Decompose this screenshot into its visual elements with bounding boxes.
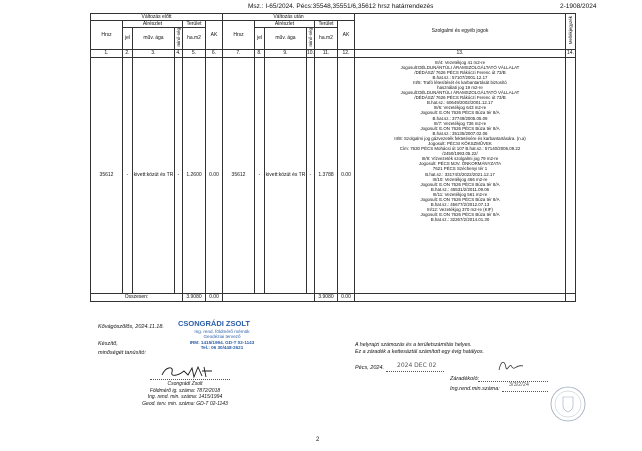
subparcel-before-header: Alrészlet (123, 21, 183, 28)
ing-rend-label: Ing.rend.min.száma: (450, 386, 500, 392)
quality-before-header: minő-ség (175, 28, 183, 50)
rights-line: használati jog 19 m2-re (437, 84, 483, 90)
mellek-header: Mellékjegyzék (566, 14, 576, 50)
ing-rend-handwritten: 3/3/2/24 (509, 382, 529, 388)
ak-before-header: AK (206, 21, 223, 50)
rights-cell (355, 57, 566, 293)
rights-line: III/4: Vezetékjog 41 m2-re (434, 59, 486, 65)
rights-line: Jogosult: E.ON 7626 PÉCS Búza tér 8/A (420, 181, 500, 187)
total-after-spacer (223, 293, 315, 301)
stamp-line: IRM: 1415/1994. GD-T 02-1143 (189, 339, 255, 345)
validation-note (355, 342, 484, 355)
mellek-cell (566, 57, 576, 293)
signature-line (150, 379, 230, 380)
group-before-header: Változás előtt (91, 14, 223, 21)
hrsz-before: 35612 (91, 57, 123, 293)
rights-line: Jogosult: E.ON 7626 PÉCS Búza tér 8/A (420, 110, 500, 116)
rights-line: III/12: Vezetékjog 370 m2-re (KIF) (427, 207, 493, 213)
approver-signature (497, 358, 525, 374)
col-number: 7. (223, 49, 255, 57)
col-number: 3. (133, 49, 175, 57)
total-label: Összesen: (91, 293, 183, 301)
rights-line: Jogosult: PÉCS MJV. ÖNKORMÁNYZATA (418, 161, 502, 167)
jel-after: - (255, 57, 265, 293)
column-number-row (91, 49, 576, 57)
total-mellek-spacer (566, 293, 576, 301)
rights-line: Cím: 7630 PÉCS Mohácsi út 107 B.hat.sz.: 57140/2006.09.22 (399, 146, 521, 152)
rights-line: /2450/1993.05.22/ (442, 151, 478, 157)
signer-line: Földmérő ig. száma: 7872/2018 (149, 387, 221, 394)
rights-line: III/8: Szolgalmi jog gázvezeték fektetésére és karbantartására. (n.a) (394, 135, 526, 141)
area-after-header: Terület (315, 21, 338, 28)
stamp-line: Tel.: 06 30/448-2621 (200, 345, 244, 351)
signer-block (130, 381, 240, 407)
col-number: 11. (315, 49, 338, 57)
ing-rend-line (502, 391, 548, 392)
group-after-header: Változás után (223, 14, 355, 21)
rights-line: 7621 PÉCS Széchenyi tér 1 (432, 166, 488, 172)
rights-line: Jogosult:DÉLDUNÁNTÚLI ÁRAMSZOLGÁLTATÓ VÁLLALAT (400, 90, 520, 96)
rights-line: B.hat.sz.: 45531/2/2011.09.06 (430, 186, 490, 192)
quality-before: - (175, 57, 183, 293)
quality-after-header: minő-ség (307, 28, 315, 50)
rights-line: /DÉDÁSZ/ 7626 PÉCS Rákóczi Ferenc út 73/B (414, 95, 506, 101)
hrsz-after-header: Hrsz (223, 21, 255, 50)
signer-line: Geod. terv. min. száma: GD-T 02-1143 (142, 400, 228, 407)
col-number: 12. (338, 49, 355, 57)
col-number: 4. (176, 50, 181, 57)
signer-line: Ing. rend. min. száma: 1415/1994 (147, 394, 223, 400)
signer-name: Csongrádi Zsolt (167, 381, 203, 387)
official-seal-icon (548, 384, 588, 424)
col-number: 10. (307, 50, 314, 57)
area-before-header: Terület (183, 21, 206, 28)
rights-line: III/10: Vezetékjog 466 m2-re (432, 176, 488, 182)
rights-line: Jogosult: PÉCSI KÖKSZMŰVEK (428, 141, 492, 147)
rights-line: B.hat.sz.: 33174/3/2022/2021.12.17 (425, 171, 495, 177)
hrsz-after: 35612 (223, 57, 255, 293)
ha-before-header: ha.m2 (183, 28, 206, 50)
muv-before: kivett:közút és TR (133, 57, 175, 293)
rights-line: Jogosult: E.ON 7626 PÉCS Búza tér 8/A (420, 212, 500, 218)
total-before-ak: 0.00 (206, 293, 223, 301)
stamp-details (182, 329, 262, 351)
ak-before: 0.00 (206, 57, 223, 293)
zaradekolo-label: Záradékoló: (450, 376, 480, 382)
muv-after: kivett:közút és TR (265, 57, 307, 293)
area-after: 1.3788 (315, 57, 338, 293)
rights-line: B.hat.sz.: 35135/2007.02.06 (432, 130, 488, 136)
rights-line: III/6: Vezetékjog 643 m2-re (433, 105, 487, 111)
total-row (91, 293, 576, 301)
date-place: Kővágószőlős, 2024.11.18. (98, 324, 164, 330)
parcel-change-table (90, 13, 576, 302)
jel-before: - (123, 57, 133, 293)
date-line (386, 371, 444, 372)
col-number: 6. (206, 49, 223, 57)
col-number: 2. (123, 49, 133, 57)
area-before: 1.2600 (183, 57, 206, 293)
rights-line: Jogosult: E.ON 7626 PÉCS Búza tér 8/A (420, 197, 500, 203)
made-by-label: Készítő, (98, 341, 118, 347)
ha-after-header: ha.m2 (315, 28, 338, 50)
stamp-line: Ing. rend. földmérő mérnök (194, 329, 250, 334)
quality-certifier-label: minőségét tanúsító: (98, 350, 147, 356)
note-line: A helyrajzi számozás és a területszámítás helyes. (355, 342, 472, 348)
rights-line: III/9: Vízvezeték szolgalmi jog 79 m2-re (421, 156, 499, 162)
rights-line: B.hat.sz.: 60649/2002/2001.12.17 (427, 100, 493, 106)
rights-header: Szolgalmi és egyéb jogok (355, 14, 566, 50)
quality-after: - (307, 57, 315, 293)
jel-after-header: jel (255, 28, 265, 50)
rights-line: B.hat.sz.: 32267/2/2014.01.30 (430, 217, 490, 223)
pecs-date-label: Pécs, 2024. (355, 365, 385, 371)
table-row (91, 57, 576, 293)
rights-line: B.hat.sz.: 57107/2001.12.17 (432, 74, 488, 80)
total-rights-spacer (355, 293, 566, 301)
rights-line: B.hat.sz.: 37749/2005.05.09 (432, 115, 488, 121)
col-number: 8. (255, 49, 265, 57)
total-after-ak: 0.00 (338, 293, 355, 301)
document-header-number: 2-1908/2024 (560, 3, 597, 10)
ak-after: 0.00 (338, 57, 355, 293)
col-number: 1. (91, 49, 123, 57)
ak-after-header: AK (338, 21, 355, 50)
rights-line: Jogosult:DÉLDUNÁNTÚLI ÁRAMSZOLGÁLTATÓ VÁLLALAT (400, 64, 520, 70)
document-header-title: Msz.: I-65/2024. Pécs:35548,35551/6,35612 hrsz határrendezés (248, 3, 434, 10)
total-before: 3.9080 (183, 293, 206, 301)
jel-before-header: jel (123, 28, 133, 50)
col-number: 9. (265, 49, 307, 57)
stamp-line: Geodéziai tervező (203, 334, 241, 340)
total-after: 3.9080 (315, 293, 338, 301)
note-line: Ez a záradék a kettesáztál számított egy évig hatályos. (355, 348, 484, 355)
stamp-name: CSONGRÁDI ZSOLT (178, 319, 250, 328)
rights-line: III/11: Vezetékjog 561 m2-re (432, 191, 488, 197)
handwritten-date: 2024 DEC 02 (397, 362, 437, 369)
col-number: 13. (355, 49, 566, 57)
rights-line: /DÉDÁSZ/ 7626 PÉCS Rákóczi Ferenc út 73/B (414, 69, 506, 75)
hrsz-before-header: Hrsz (91, 21, 123, 50)
rights-line: B.hat.sz.: 45677/2/2012.07.13 (430, 202, 490, 208)
muv-after-header: műv. ága (265, 28, 307, 50)
muv-before-header: műv. ága (133, 28, 175, 50)
page-number: 2 (316, 437, 320, 443)
subparcel-after-header: Alrészlet (255, 21, 315, 28)
col-number: 5. (183, 49, 206, 57)
col-number: 14. (567, 50, 574, 57)
rights-line: Jogosult: E.ON 7626 PÉCS Búza tér 8/A (420, 125, 500, 131)
rights-line: III/5: Trafó létesítését és karbantartását biztosító (413, 79, 507, 85)
rights-line: III/7: Vezetékjog 736 m2-re (433, 120, 487, 126)
